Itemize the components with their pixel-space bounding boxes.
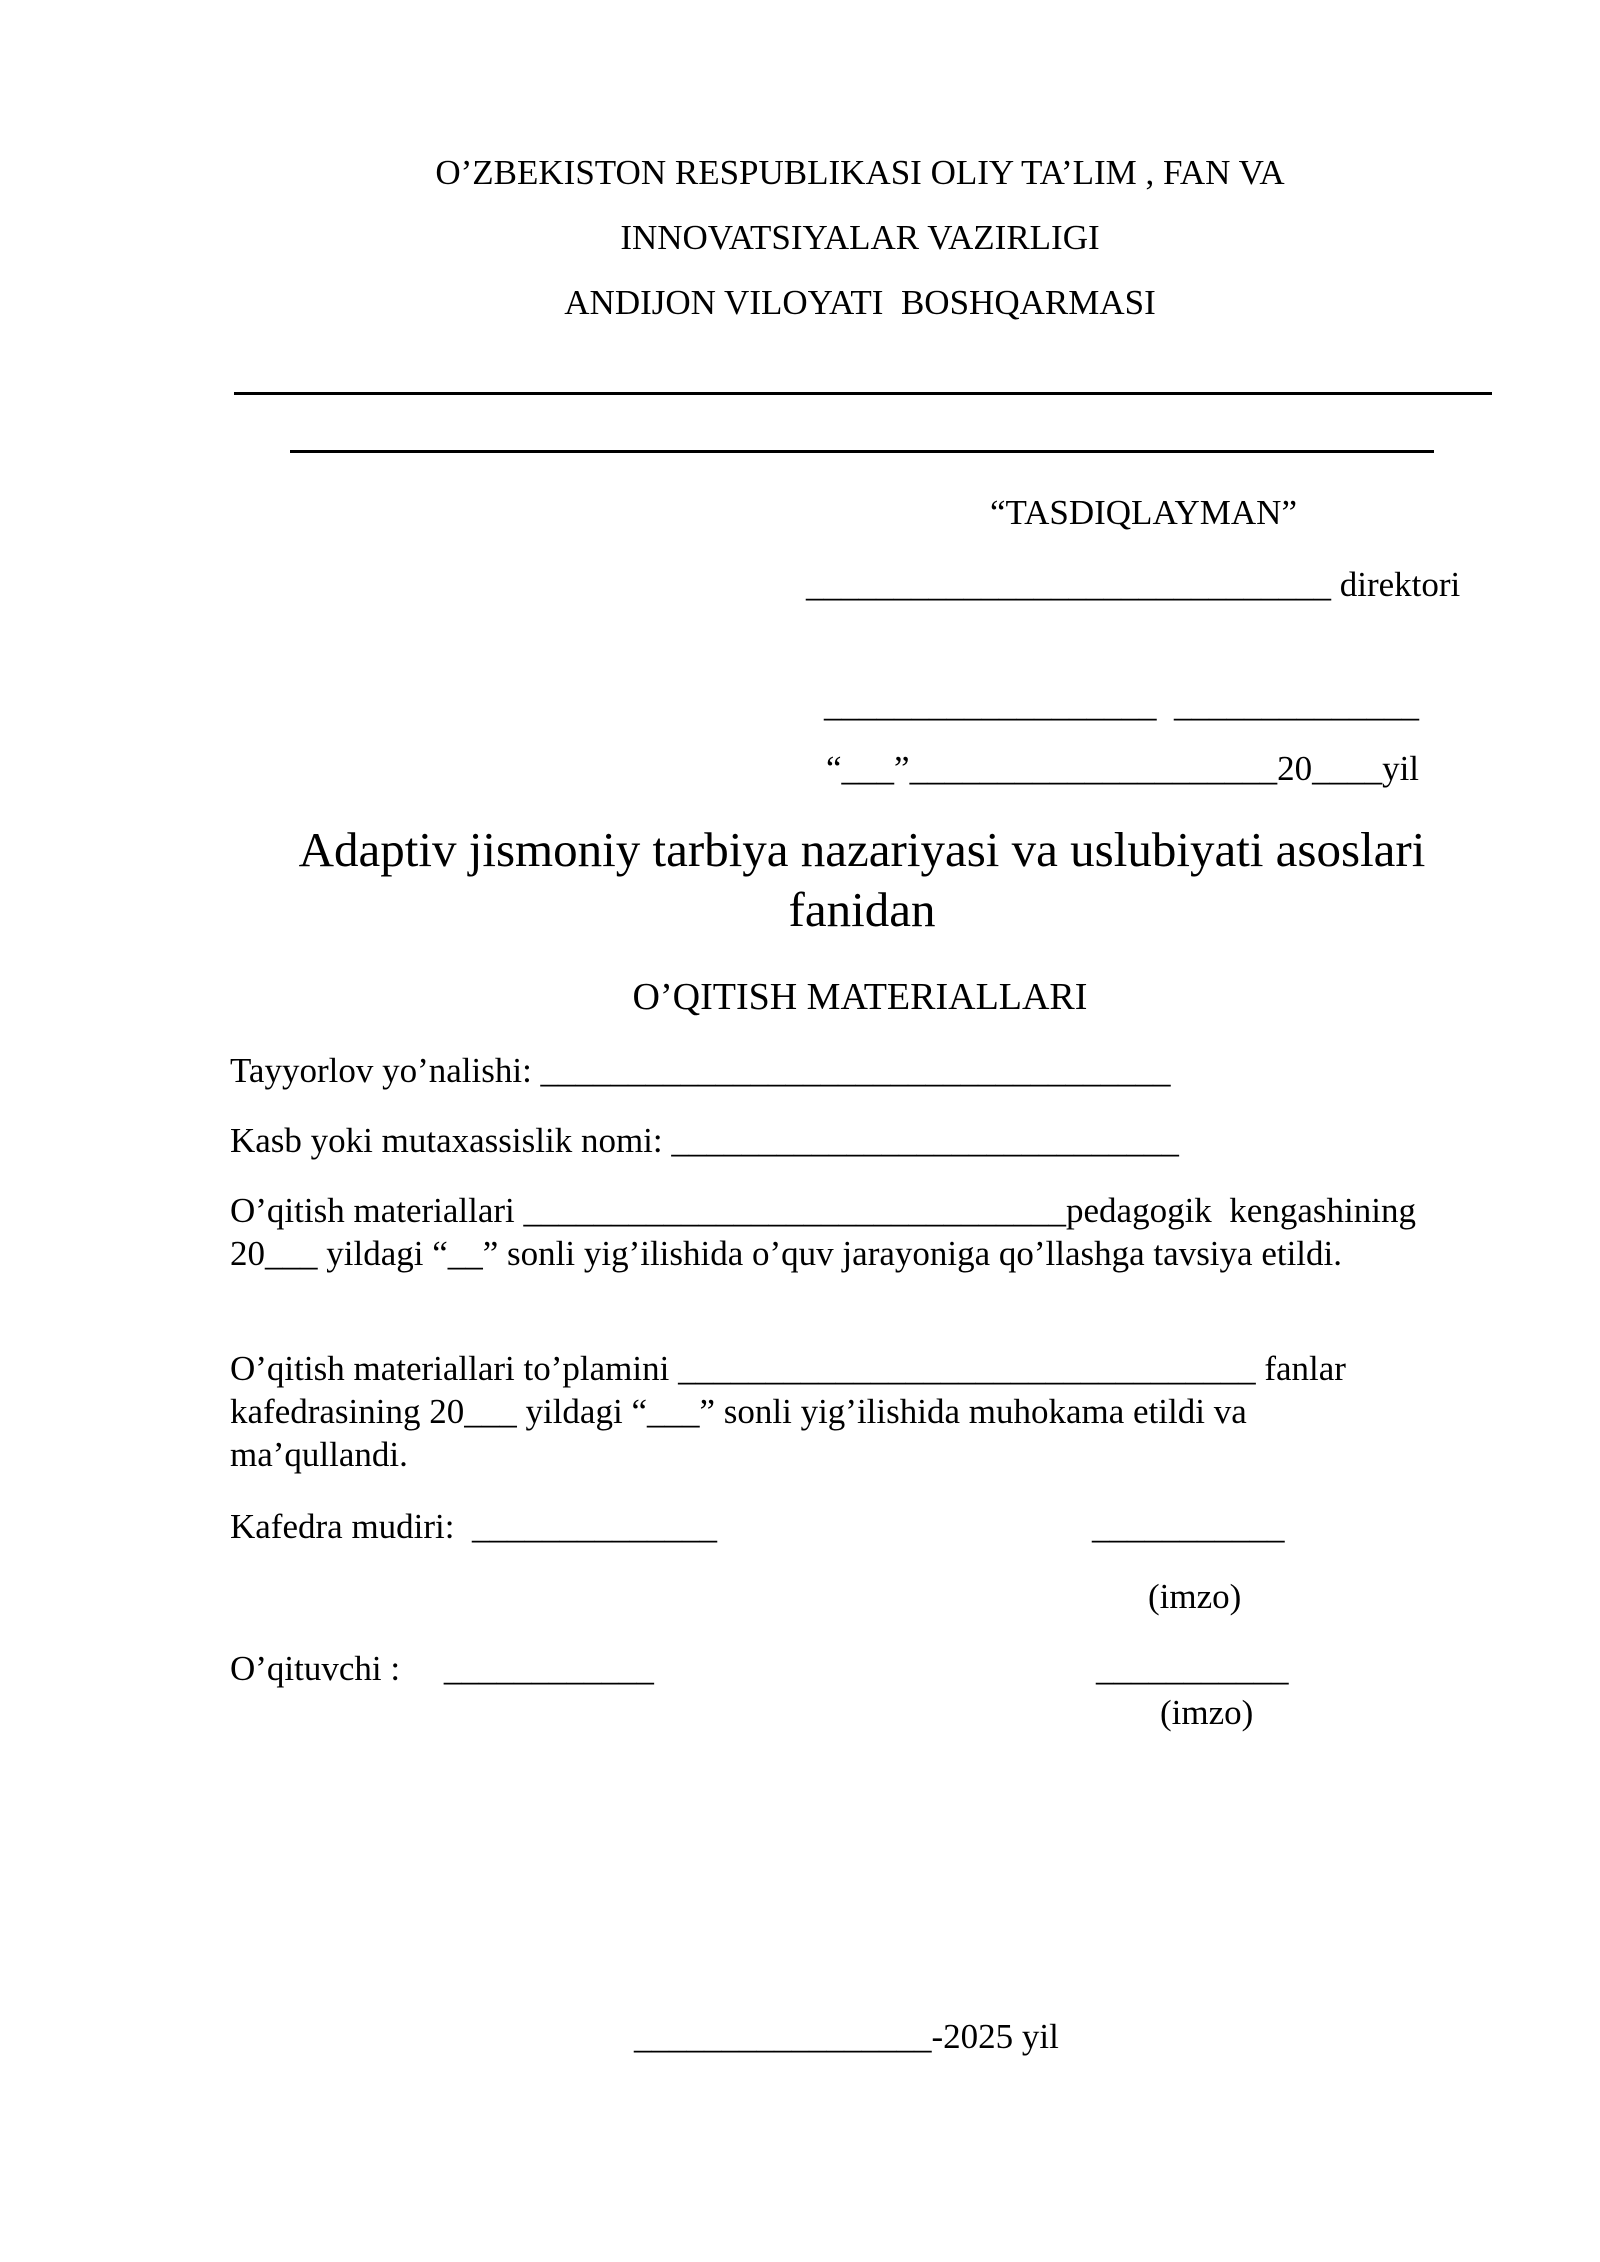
region-administration: ANDIJON VILOYATI BOSHQARMASI (564, 283, 1156, 322)
specialty-field: Kasb yoki mutaxassislik nomi: _____________________________ (230, 1121, 1179, 1160)
council-statement-line1: O’qitish materiallari _______________________________pedagogik kengashining (230, 1191, 1416, 1230)
ministry-name-line2: INNOVATSIYALAR VAZIRLIGI (620, 218, 1100, 257)
teacher-signature-line: ___________ (1096, 1649, 1289, 1688)
department-head-signature-line: ___________ (1092, 1507, 1285, 1546)
document-title: Adaptiv jismoniy tarbiya nazariyasi va uslubiyati asoslari fanidan (298, 822, 1426, 937)
department-head-signature-caption: (imzo) (1148, 1577, 1242, 1616)
footer-year-line: _________________-2025 yil (634, 2017, 1059, 2056)
training-direction-field: Tayyorlov yo’nalishi: ____________________________________ (230, 1051, 1171, 1090)
teacher-label: O’qituvchi : ____________ (230, 1649, 654, 1688)
department-statement-line1: O’qitish materiallari to’plamini _________________________________ fanlar (230, 1349, 1346, 1388)
approval-date-line: “___”_____________________20____yil (826, 749, 1420, 788)
header-underline-1 (234, 392, 1492, 395)
teacher-signature-caption: (imzo) (1160, 1693, 1254, 1732)
council-statement-line2: 20___ yildagi “__” sonli yig’ilishida o’quv jarayoniga qo’llashga tavsiya etildi. (230, 1234, 1343, 1273)
approval-heading: “TASDIQLAYMAN” (990, 493, 1297, 532)
director-signature-line: ___________________ ______________ (824, 685, 1419, 724)
department-statement-line2: kafedrasining 20___ yildagi “___” sonli yig’ilishida muhokama etildi va (230, 1392, 1247, 1431)
ministry-name-line1: O’ZBEKISTON RESPUBLIKASI OLIY TA’LIM , FAN VA (435, 153, 1285, 192)
header-underline-2 (290, 450, 1434, 453)
document-subtitle: O’QITISH MATERIALLARI (632, 976, 1088, 1018)
director-line: ______________________________ direktori (806, 565, 1461, 604)
department-head-label: Kafedra mudiri: ______________ (230, 1507, 717, 1546)
department-statement-line3: ma’qullandi. (230, 1435, 408, 1474)
